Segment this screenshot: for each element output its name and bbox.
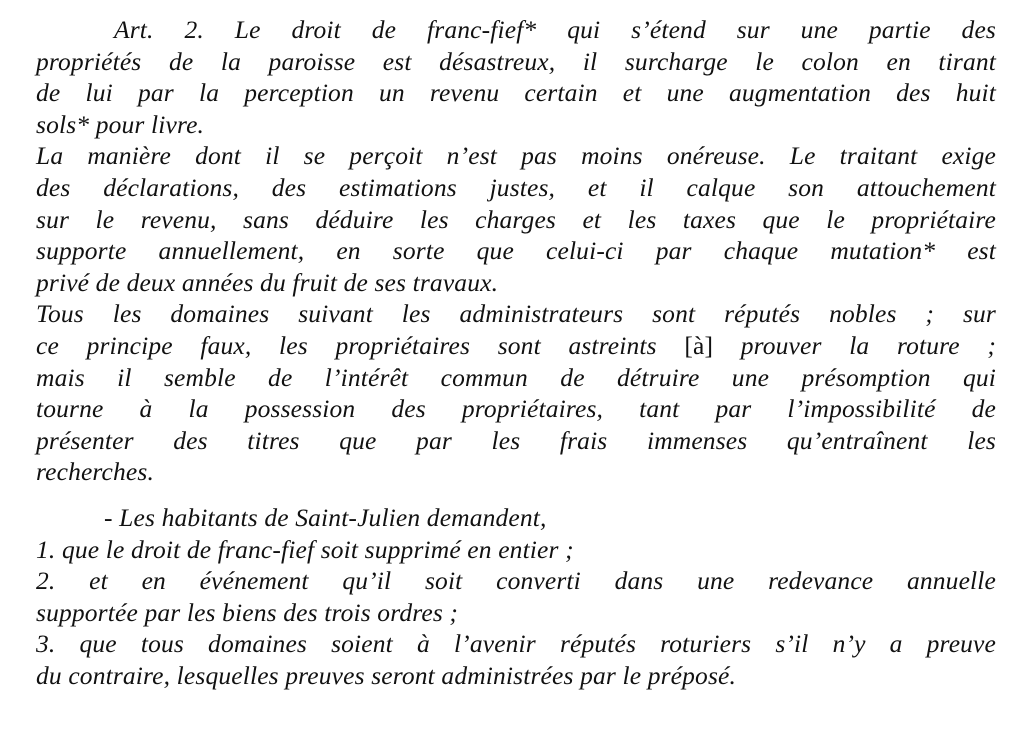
- collection-manner-line-5: privé de deux années du fruit de ses travaux.: [36, 267, 499, 297]
- demand-item-3-line-1: 3. que tous domaines soient à l’avenir réputés roturiers s’il n’y a preuve: [36, 629, 996, 659]
- noble-domains-line-3: mais il semble de l’intérêt commun de détruire une présomption qui: [36, 362, 996, 392]
- article-2-line-1: Art. 2. Le droit de franc-fief* qui s’étend sur une partie des: [114, 15, 996, 44]
- demand-item-2-line-2: supportée par les biens des trois ordres ;: [36, 597, 459, 627]
- article-2-paragraph: [36, 14, 996, 140]
- article-2-line-3: de lui par la perception un revenu certain et une augmentation des huit: [36, 78, 996, 108]
- demand-item-2-line-1: 2. et en événement qu’il soit converti dans une redevance annuelle: [36, 566, 996, 596]
- collection-manner-paragraph: [36, 140, 996, 298]
- collection-manner-line-4: supporte annuellement, en sorte que celui-ci par chaque mutation* est: [36, 236, 996, 266]
- noble-domains-line-5: présenter des titres que par les frais immenses qu’entraînent les: [36, 425, 996, 455]
- noble-domains-line-4: tourne à la possession des propriétaires, tant par l’impossibilité de: [36, 394, 996, 424]
- noble-domains-line-2: [36, 330, 996, 362]
- noble-domains-line-2-start: ce principe faux, les propriétaires sont astreints: [36, 330, 685, 360]
- paragraph-spacer: [36, 488, 996, 502]
- demand-item-1: 1. que le droit de franc-fief soit supprimé en entier ;: [36, 534, 574, 564]
- demands-intro: - Les habitants de Saint-Julien demandent,: [104, 502, 547, 532]
- collection-manner-line-3: sur le revenu, sans déduire les charges et les taxes que le propriétaire: [36, 204, 996, 234]
- noble-domains-paragraph: [36, 298, 996, 488]
- collection-manner-line-2: des déclarations, des estimations justes, et il calque son attouchement: [36, 172, 996, 202]
- demand-item-3-line-2: du contraire, lesquelles preuves seront administrées par le préposé.: [36, 660, 737, 690]
- collection-manner-line-1: La manière dont il se perçoit n’est pas moins onéreuse. Le traitant exige: [36, 141, 996, 171]
- demands-section: [36, 502, 996, 692]
- noble-domains-line-2-end: prouver la roture ;: [713, 330, 996, 360]
- article-2-line-4: sols* pour livre.: [36, 109, 205, 139]
- noble-domains-line-1: Tous les domaines suivant les administrateurs sont réputés nobles ; sur: [36, 299, 996, 329]
- article-2-line-2: propriétés de la paroisse est désastreux, il surcharge le colon en tirant: [36, 46, 996, 76]
- editorial-bracket-insertion: [à]: [684, 330, 714, 360]
- noble-domains-line-6: recherches.: [36, 457, 154, 487]
